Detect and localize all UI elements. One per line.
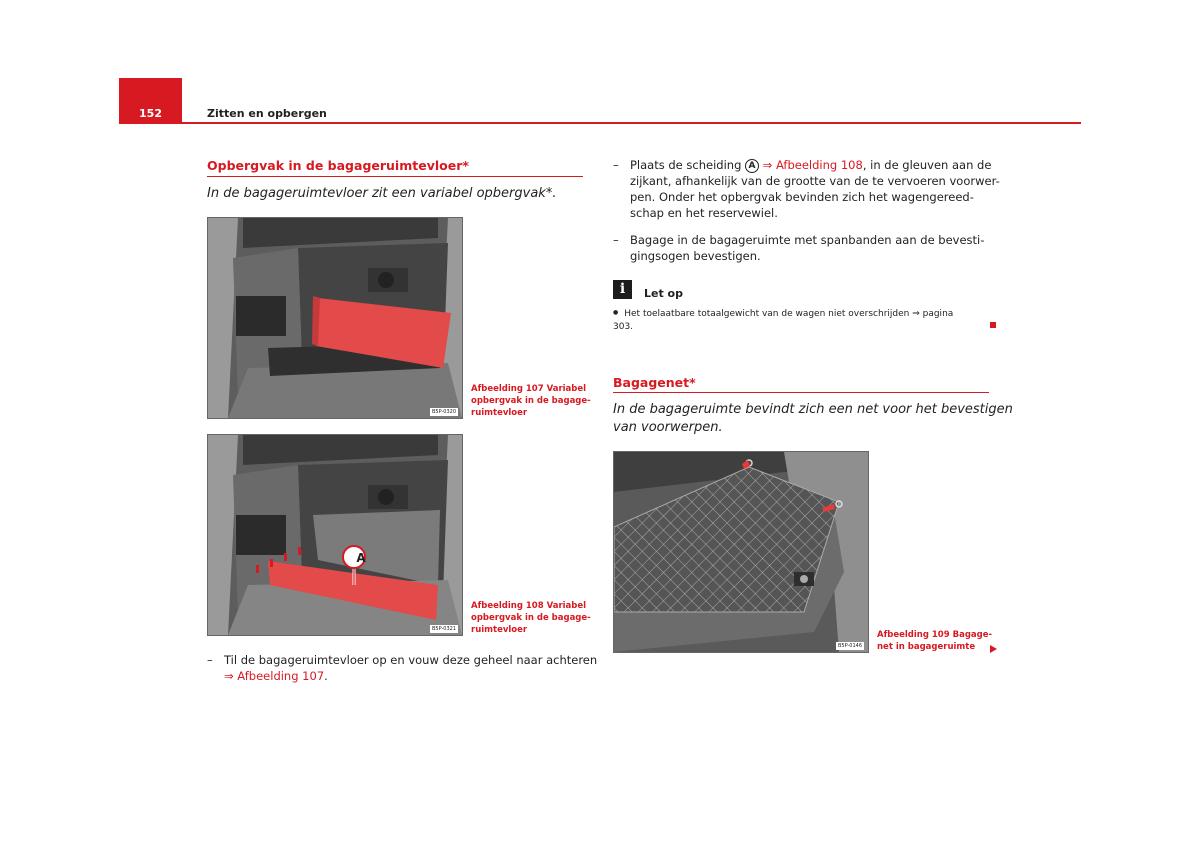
caption-line: ruimtevloer	[471, 625, 528, 635]
figure-107-link[interactable]: ⇒ Afbeelding 107	[224, 669, 325, 683]
bullet-icon: ●	[613, 309, 619, 316]
step-text-line4: schap en het reservewiel.	[630, 206, 778, 220]
caption-line: net in bagageruimte	[877, 642, 976, 652]
caption-line: Afbeelding 108 Variabel	[471, 601, 587, 611]
figure-108-caption	[471, 600, 591, 636]
header-rule	[182, 122, 1081, 124]
figure-code: B5P-0321	[431, 626, 456, 632]
step-text-line2	[224, 668, 328, 684]
info-icon: i	[613, 280, 632, 299]
page-number: 152	[139, 107, 162, 120]
trunk-divider-illustration	[208, 435, 462, 635]
caption-line: opbergvak in de bagage-	[471, 613, 591, 623]
section-intro-line2: van voorwerpen.	[613, 420, 723, 435]
caption-line: Afbeelding 109 Bagage-	[877, 630, 993, 640]
note-line2: 303.	[613, 322, 634, 332]
step-text-line2: zijkant, afhankelijk van de grootte van de te vervoeren voorwer-	[630, 174, 1000, 188]
caption-line: opbergvak in de bagage-	[471, 396, 591, 406]
step-secure-luggage	[613, 232, 1003, 266]
step-text: , in de gleuven aan de	[862, 158, 992, 172]
step-text-line3: pen. Onder het opbergvak bevinden zich het wagengereed-	[630, 190, 974, 204]
step-text-line1: Bagage in de bagageruimte met spanbanden aan de bevesti-	[630, 233, 985, 247]
figure-108-link[interactable]: ⇒ Afbeelding 108	[759, 158, 863, 172]
section-heading-net: Bagagenet*	[613, 375, 696, 390]
step-lift-floor	[207, 652, 598, 686]
step-text-line2: gingsogen bevestigen.	[630, 249, 761, 263]
figure-code: B5P-0320	[431, 409, 456, 415]
figure-code: B5P-0146	[837, 643, 862, 649]
chapter-title: Zitten en opbergen	[207, 107, 327, 120]
step-end: .	[324, 669, 328, 683]
list-dash: –	[613, 233, 619, 247]
caption-line: Afbeelding 107 Variabel	[471, 384, 587, 394]
list-dash: –	[207, 653, 213, 667]
section-rule	[613, 392, 989, 393]
figure-109-caption	[877, 629, 992, 653]
figure-109-image	[613, 451, 869, 653]
note-line1	[613, 306, 993, 321]
step-place-divider	[613, 157, 1003, 223]
step-text: Til de bagageruimtevloer op en vouw deze geheel naar achteren	[224, 653, 598, 667]
section-end-marker	[990, 322, 996, 328]
section-intro-line1: In de bagageruimte bevindt zich een net voor het bevestigen	[613, 402, 1013, 417]
list-dash: –	[613, 158, 619, 172]
step-text-line1	[630, 157, 991, 173]
note-title: Let op	[644, 287, 683, 300]
figure-107-caption	[471, 383, 591, 419]
divider-marker-a: A	[356, 551, 366, 565]
note-body	[613, 306, 993, 334]
figure-108-image	[207, 434, 463, 636]
caption-line: ruimtevloer	[471, 408, 528, 418]
trunk-storage-illustration	[208, 218, 462, 418]
continue-arrow-icon	[990, 645, 997, 653]
step-text: Plaats de scheiding	[630, 158, 746, 172]
section-heading-storage: Opbergvak in de bagageruimtevloer*	[207, 158, 469, 173]
marker-a-icon: A	[745, 159, 759, 173]
section-rule	[207, 176, 583, 177]
luggage-net-illustration	[614, 452, 868, 652]
figure-107-image	[207, 217, 463, 419]
note-text: Het toelaatbare totaalgewicht van de wagen niet overschrijden ⇒ pagina	[624, 309, 954, 319]
section-intro: In de bagageruimtevloer zit een variabel opbergvak*.	[207, 186, 557, 201]
